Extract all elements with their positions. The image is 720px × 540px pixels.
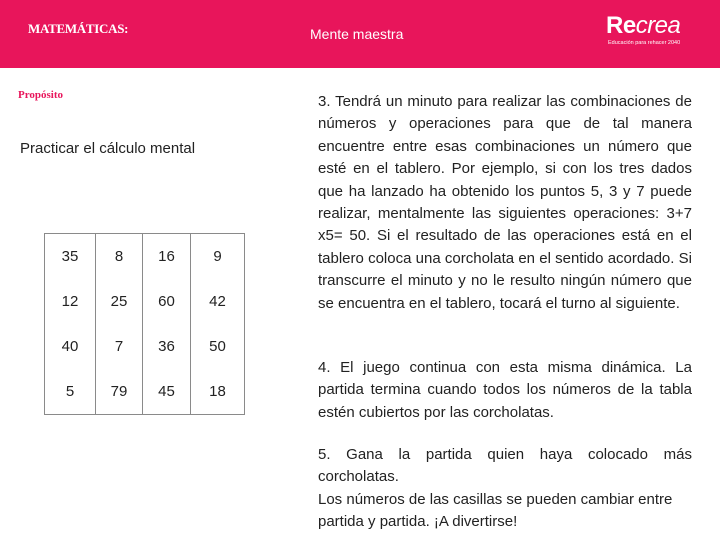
table-row [45, 324, 245, 369]
board-cell: 50 [191, 324, 245, 369]
header-bar [0, 0, 720, 68]
board-cell: 35 [45, 234, 96, 280]
board-cell: 16 [143, 234, 191, 280]
instruction-closing-note: Los números de las casillas se pueden cambiar entre partida y partida. ¡A divertirse! [318, 490, 673, 531]
board-cell: 42 [191, 279, 245, 324]
instruction-step-4: 4. El juego continua con esta misma dinámica. La partida termina cuando todos los números de la tabla estén cubiertos por las corcholatas. [318, 359, 692, 421]
board-cell: 79 [96, 369, 143, 415]
page-title: Mente maestra [310, 26, 404, 42]
purpose-text: Practicar el cálculo mental [20, 140, 196, 157]
number-board [44, 233, 245, 415]
table-row [45, 234, 245, 280]
subject-label: MATEMÁTICAS: [28, 21, 129, 36]
board-cell: 9 [191, 234, 245, 280]
instruction-step-5-text: 5. Gana la partida quien haya colocado más corcholatas. [318, 446, 692, 486]
board-cell: 40 [45, 324, 96, 369]
board-cell: 25 [96, 279, 143, 324]
instruction-step-3: 3. Tendrá un minuto para realizar las combinaciones de números y operaciones para que de tal manera encuentre entre esas combinaciones un número que esté en el tablero. Por ejemplo, si con los tres dados que ha lanzado ha obtenido los puntos 5, 3 y 7 puede realizar, mentalmente las siguientes operaciones: 3+7 x5= 50. Si el resultado de las operaciones está en el tablero coloca una corcholata en el sentido acordado. Si transcurre el minuto y no le resulto ningún número que se encuentra en el tablero, tocará el turno al siguiente. [318, 93, 692, 312]
logo-word [606, 12, 680, 40]
table-row [45, 279, 245, 324]
board-cell: 45 [143, 369, 191, 415]
board-cell: 60 [143, 279, 191, 324]
board-cell: 8 [96, 234, 143, 280]
logo-word-light: crea [635, 12, 681, 39]
board-cell: 18 [191, 369, 245, 415]
board-cell: 5 [45, 369, 96, 415]
logo-tagline: Educación para rehacer 2040 [608, 40, 681, 46]
board-cell: 12 [45, 279, 96, 324]
instruction-step-5 [318, 444, 692, 534]
logo-word-bold: Re [606, 12, 636, 39]
recrea-logo [606, 14, 706, 54]
board-cell: 36 [143, 324, 191, 369]
table-row [45, 369, 245, 415]
board-cell: 7 [96, 324, 143, 369]
purpose-label: Propósito [18, 89, 64, 101]
